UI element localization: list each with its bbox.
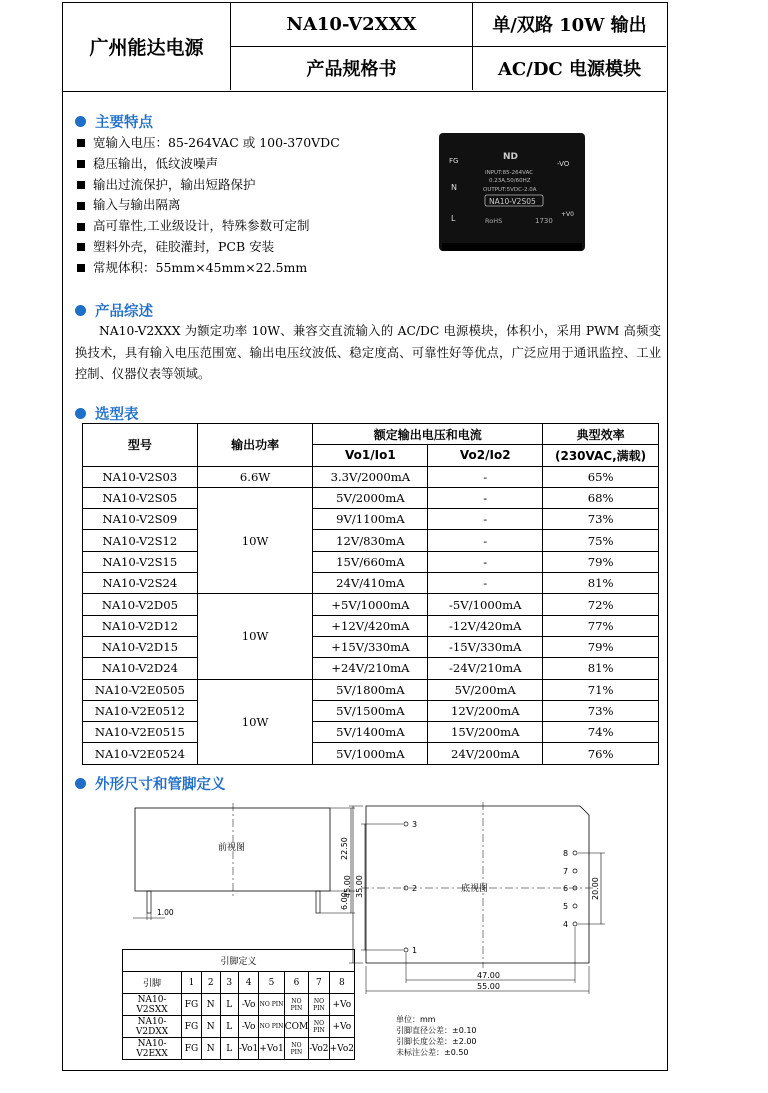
pin-head-cell: 4 xyxy=(238,972,258,994)
pin-label-1: 1 xyxy=(412,946,418,955)
pin-cell: -Vo xyxy=(238,1016,258,1038)
cell-vo2: 12V/200mA xyxy=(428,700,543,721)
list-item xyxy=(77,237,340,258)
list-item xyxy=(77,133,340,154)
cell-eff: 73% xyxy=(543,509,659,530)
cell-eff: 75% xyxy=(543,530,659,551)
features-title: 主要特点 xyxy=(95,115,153,131)
feature-text: 常规体积：55mm×45mm×22.5mm xyxy=(93,259,308,275)
pin-table-title: 引脚定义 xyxy=(123,950,355,972)
dim-height: 22.50 xyxy=(340,837,349,860)
front-view-label: 前视图 xyxy=(218,843,246,853)
feature-text: 宽输入电压：85-264VAC 或 100-370VDC xyxy=(93,135,340,150)
cell-model: NA10-V2S15 xyxy=(83,551,198,572)
cell-vo1: +24V/210mA xyxy=(313,658,428,679)
square-bullet-icon xyxy=(77,139,85,147)
cell-vo2: -15V/330mA xyxy=(428,636,543,657)
pin-label-5: 5 xyxy=(563,902,569,911)
product-photo xyxy=(439,133,585,251)
dim-pin-width: 1.00 xyxy=(157,908,174,917)
features-heading xyxy=(75,111,153,132)
pin-label-4: 4 xyxy=(563,920,569,929)
tol-pin-diameter: 引脚直径公差：±0.10 xyxy=(396,1026,477,1035)
company-name: 广州能达电源 xyxy=(63,3,231,90)
pin-label-3: 3 xyxy=(412,820,418,829)
table-row xyxy=(83,551,659,572)
tolerance-notes xyxy=(396,1014,477,1058)
pin-head-cell: 引脚 xyxy=(123,972,182,994)
square-bullet-icon xyxy=(77,160,85,168)
cell-vo1: 5V/2000mA xyxy=(313,487,428,508)
table-row xyxy=(83,679,659,700)
col-vo2: Vo2/Io2 xyxy=(428,445,543,466)
dimensions-title: 外形尺寸和管脚定义 xyxy=(95,777,226,793)
cell-model: NA10-V2S03 xyxy=(83,466,198,487)
pin-head-cell: 7 xyxy=(309,972,329,994)
cell-power: 6.6W xyxy=(197,466,313,487)
photo-line1: INPUT:85-264VAC xyxy=(485,170,534,176)
cell-model: NA10-V2S05 xyxy=(83,487,198,508)
features-list xyxy=(77,133,340,279)
photo-part: NA10-V2S05 xyxy=(489,197,536,206)
cell-vo1: +5V/1000mA xyxy=(313,594,428,615)
cell-eff: 79% xyxy=(543,551,659,572)
bullet-dot-icon xyxy=(75,116,86,127)
table-row xyxy=(83,509,659,530)
table-row xyxy=(83,743,659,764)
overview-title: 产品综述 xyxy=(95,304,153,320)
bullet-dot-icon xyxy=(75,305,86,316)
table-row xyxy=(83,487,659,508)
feature-text: 稳压输出，低纹波噪声 xyxy=(93,155,219,171)
pin-table xyxy=(122,949,355,1060)
cell-power: 10W xyxy=(197,594,313,679)
model-name: NA10-V2XXX xyxy=(231,3,472,47)
pin-cell: L xyxy=(220,1038,238,1060)
col-rated: 额定输出电压和电流 xyxy=(313,424,543,445)
feature-text: 塑料外壳，硅胶灌封，PCB 安装 xyxy=(93,238,275,254)
cell-vo1: 5V/1800mA xyxy=(313,679,428,700)
pin-cell: FG xyxy=(182,1038,202,1060)
cell-vo1: +15V/330mA xyxy=(313,636,428,657)
cell-eff: 77% xyxy=(543,615,659,636)
pin-cell: L xyxy=(220,1016,238,1038)
cell-model: NA10-V2E0524 xyxy=(83,743,198,764)
bullet-dot-icon xyxy=(75,778,86,789)
table-row xyxy=(83,573,659,594)
dim-47: 47.00 xyxy=(477,971,500,980)
pin-label-7: 7 xyxy=(563,867,569,876)
pin-cell: NO PIN xyxy=(284,1038,308,1060)
pin-table-head xyxy=(123,972,355,994)
cell-vo1: 12V/830mA xyxy=(313,530,428,551)
dim-55: 55.00 xyxy=(477,982,500,991)
dim-20: 20.00 xyxy=(591,877,600,900)
cell-model: NA10-V2E0505 xyxy=(83,679,198,700)
cell-vo2: -12V/420mA xyxy=(428,615,543,636)
cell-vo1: 5V/1500mA xyxy=(313,700,428,721)
pin-label-6: 6 xyxy=(563,884,569,893)
pin-cell: NO PIN xyxy=(259,1016,284,1038)
list-item xyxy=(77,175,340,196)
cell-vo2: - xyxy=(428,509,543,530)
pin-head-cell: 5 xyxy=(259,972,284,994)
pin-cell: -Vo1 xyxy=(238,1038,258,1060)
cell-vo2: - xyxy=(428,573,543,594)
col-model: 型号 xyxy=(83,424,198,467)
page-frame xyxy=(62,2,668,1071)
pin-head-cell: 2 xyxy=(201,972,220,994)
cell-eff: 65% xyxy=(543,466,659,487)
table-row xyxy=(83,658,659,679)
col-vo1: Vo1/Io1 xyxy=(313,445,428,466)
overview-text: NA10-V2XXX 为额定功率 10W、兼容交直流输入的 AC/DC 电源模块，体积小，采用 PWM 高频变换技术，具有输入电压范围宽、输出电压纹波低、稳定度高、可靠性好等优点，广泛应用于通讯监控、工业控制、仪器仪表等领域。 xyxy=(75,324,661,381)
square-bullet-icon xyxy=(77,264,85,272)
feature-text: 输出过流保护，输出短路保护 xyxy=(93,176,256,192)
pin-cell: -Vo xyxy=(238,994,258,1016)
header-model-col xyxy=(231,3,473,90)
pin-head-cell: 8 xyxy=(329,972,354,994)
cell-eff: 68% xyxy=(543,487,659,508)
pin-cell: +Vo xyxy=(329,994,354,1016)
tol-pin-length: 引脚长度公差：±2.00 xyxy=(396,1037,477,1046)
dim-35: 35.00 xyxy=(355,875,364,898)
bottom-view xyxy=(343,802,605,994)
pin-cell: NO PIN xyxy=(309,994,329,1016)
table-row xyxy=(83,466,659,487)
cell-vo2: - xyxy=(428,530,543,551)
pin-cell: FG xyxy=(182,1016,202,1038)
header-table xyxy=(63,3,666,92)
selection-heading xyxy=(75,403,139,424)
table-row xyxy=(83,594,659,615)
photo-date: 1730 xyxy=(535,217,553,225)
list-item xyxy=(77,258,340,279)
cell-model: NA10-V2E0515 xyxy=(83,722,198,743)
cell-vo1: 24V/410mA xyxy=(313,573,428,594)
pin-cell: NO PIN xyxy=(259,994,284,1016)
table-row xyxy=(123,1016,355,1038)
tol-unit: 单位：mm xyxy=(396,1015,436,1024)
cell-eff: 72% xyxy=(543,594,659,615)
doc-type: 产品规格书 xyxy=(306,59,397,81)
photo-n: N xyxy=(451,183,457,192)
table-row xyxy=(83,700,659,721)
square-bullet-icon xyxy=(77,223,85,231)
front-view xyxy=(133,803,355,920)
tol-general: 未标注公差：±0.50 xyxy=(396,1048,469,1057)
square-bullet-icon xyxy=(77,181,85,189)
square-bullet-icon xyxy=(77,243,85,251)
list-item xyxy=(77,195,340,216)
photo-vo-minus: -VO xyxy=(557,160,570,168)
list-item xyxy=(77,154,340,175)
pin-head-cell: 3 xyxy=(220,972,238,994)
pin-cell: N xyxy=(201,994,220,1016)
photo-logo: ND xyxy=(503,152,519,162)
cell-model: NA10-V2D12 xyxy=(83,615,198,636)
pin-cell: NO PIN xyxy=(309,1016,329,1038)
pin-cell: N xyxy=(201,1016,220,1038)
dim-pin-length: 6.00 xyxy=(340,892,349,910)
cell-eff: 73% xyxy=(543,700,659,721)
photo-vo-plus: +V0 xyxy=(561,211,574,218)
col-power: 输出功率 xyxy=(197,424,313,467)
photo-line2: 0.23A,50/60HZ xyxy=(489,178,531,184)
cell-eff: 81% xyxy=(543,573,659,594)
pin-cell: FG xyxy=(182,994,202,1016)
pin-cell: +Vo2 xyxy=(329,1038,354,1060)
table-row xyxy=(123,1038,355,1060)
pin-cell: +Vo1 xyxy=(259,1038,284,1060)
pin-label-8: 8 xyxy=(563,849,569,858)
photo-line3: OUTPUT:5VDC-2.0A xyxy=(483,187,537,193)
bullet-dot-icon xyxy=(75,408,86,419)
photo-rohs: RoHS xyxy=(485,217,503,225)
pin-cell: -Vo2 xyxy=(309,1038,329,1060)
pin-cell: NA10-V2DXX xyxy=(123,1016,182,1038)
cell-model: NA10-V2D24 xyxy=(83,658,198,679)
pin-cell: NO PIN xyxy=(284,994,308,1016)
cell-vo2: 5V/200mA xyxy=(428,679,543,700)
cell-eff: 71% xyxy=(543,679,659,700)
table-row xyxy=(83,636,659,657)
cell-vo2: 24V/200mA xyxy=(428,743,543,764)
col-eff-cond: (230VAC,满载) xyxy=(543,445,659,466)
list-item xyxy=(77,216,340,237)
selection-body xyxy=(83,466,659,764)
table-row xyxy=(83,530,659,551)
cell-model: NA10-V2D15 xyxy=(83,636,198,657)
cell-vo2: -24V/210mA xyxy=(428,658,543,679)
cell-model: NA10-V2S09 xyxy=(83,509,198,530)
cell-vo2: -5V/1000mA xyxy=(428,594,543,615)
header-desc-col xyxy=(473,3,666,90)
cell-vo1: 5V/1400mA xyxy=(313,722,428,743)
cell-eff: 74% xyxy=(543,722,659,743)
photo-l: L xyxy=(451,214,456,223)
desc-line2: AC/DC 电源模块 xyxy=(497,59,642,81)
col-eff: 典型效率 xyxy=(543,424,659,445)
photo-fg: FG xyxy=(449,157,459,165)
cell-eff: 81% xyxy=(543,658,659,679)
table-row xyxy=(83,615,659,636)
bottom-view-label: 底视图 xyxy=(461,884,489,894)
cell-model: NA10-V2E0512 xyxy=(83,700,198,721)
cell-vo2: - xyxy=(428,466,543,487)
pin-cell: NA10-V2SXX xyxy=(123,994,182,1016)
selection-title: 选型表 xyxy=(95,407,139,423)
cell-vo1: 9V/1100mA xyxy=(313,509,428,530)
dimensions-heading xyxy=(75,773,226,794)
pin-cell: +Vo xyxy=(329,1016,354,1038)
cell-vo2: - xyxy=(428,551,543,572)
cell-vo2: - xyxy=(428,487,543,508)
pin-cell: NA10-V2EXX xyxy=(123,1038,182,1060)
square-bullet-icon xyxy=(77,202,85,210)
cell-vo1: +12V/420mA xyxy=(313,615,428,636)
pin-label-2: 2 xyxy=(412,884,418,893)
pin-head-cell: 6 xyxy=(284,972,308,994)
selection-table xyxy=(82,423,659,765)
cell-power: 10W xyxy=(197,679,313,764)
dim-45: 45.00 xyxy=(343,875,352,898)
cell-eff: 76% xyxy=(543,743,659,764)
cell-vo1: 5V/1000mA xyxy=(313,743,428,764)
pin-cell: L xyxy=(220,994,238,1016)
table-row xyxy=(83,722,659,743)
cell-eff: 79% xyxy=(543,636,659,657)
cell-model: NA10-V2S24 xyxy=(83,573,198,594)
desc-line1: 单/双路 10W 输出 xyxy=(473,3,666,47)
feature-text: 输入与输出隔离 xyxy=(93,197,181,213)
cell-vo1: 15V/660mA xyxy=(313,551,428,572)
pin-cell: COM xyxy=(284,1016,308,1038)
pin-head-cell: 1 xyxy=(182,972,202,994)
table-row xyxy=(123,994,355,1016)
pin-table-body xyxy=(123,994,355,1060)
feature-text: 高可靠性,工业级设计，特殊参数可定制 xyxy=(93,218,310,234)
overview-heading xyxy=(75,300,153,321)
cell-model: NA10-V2D05 xyxy=(83,594,198,615)
cell-vo1: 3.3V/2000mA xyxy=(313,466,428,487)
pin-cell: N xyxy=(201,1038,220,1060)
cell-model: NA10-V2S12 xyxy=(83,530,198,551)
cell-vo2: 15V/200mA xyxy=(428,722,543,743)
cell-power: 10W xyxy=(197,487,313,593)
